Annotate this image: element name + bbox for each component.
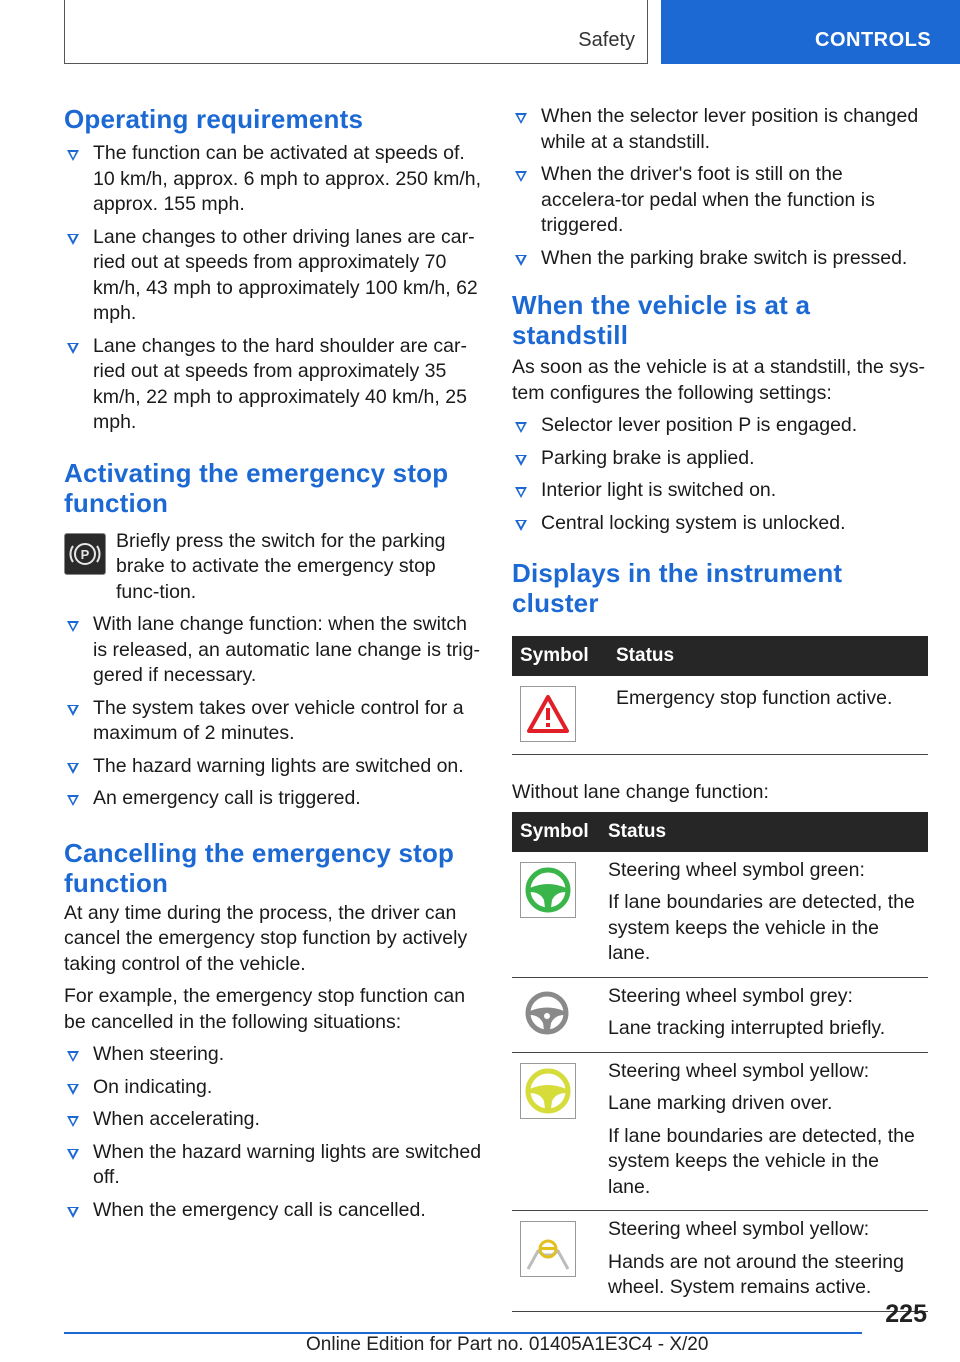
list-item: The system takes over vehicle control for a maximum of 2 minutes. bbox=[64, 696, 484, 747]
status-line: Steering wheel symbol yellow: bbox=[608, 1218, 870, 1240]
list-item: When the emergency call is cancelled. bbox=[64, 1198, 484, 1224]
cancelling-para-1: At any time during the process, the driver can cancel the emergency stop function by actively taking control of the vehicle. bbox=[64, 901, 468, 975]
status-line: If lane boundaries are detected, the system keeps the vehicle in the lane. bbox=[608, 1124, 915, 1198]
table-header-status: Status bbox=[600, 812, 928, 852]
steering-wheel-yellow-icon bbox=[520, 1063, 576, 1119]
list-item: Lane changes to other driving lanes are car-ried out at speeds from approximately 70 km/h, 43 mph to approximately 100 km/h, 62 mph. bbox=[64, 225, 484, 327]
bullet-triangle-icon bbox=[515, 455, 527, 466]
operating-requirements-heading: Operating requirements bbox=[64, 104, 364, 134]
operating-requirements-list bbox=[64, 141, 484, 436]
table-header-symbol: Symbol bbox=[512, 812, 600, 852]
steering-wheel-grey-icon bbox=[520, 986, 574, 1040]
list-item: When the parking brake switch is pressed. bbox=[512, 246, 928, 272]
header-section-label: Safety bbox=[578, 29, 635, 51]
bullet-triangle-icon bbox=[67, 705, 79, 716]
right-column bbox=[512, 100, 928, 1312]
bullet-triangle-icon bbox=[67, 150, 79, 161]
cancelling-para-2: For example, the emergency stop function can be cancelled in the following situations: bbox=[64, 985, 466, 1033]
bullet-triangle-icon bbox=[515, 171, 527, 182]
without-lane-change-label: Without lane change function: bbox=[512, 781, 769, 803]
activating-heading: Activating the emergency stop function bbox=[64, 457, 449, 518]
list-item: On indicating. bbox=[64, 1075, 484, 1101]
bullet-triangle-icon bbox=[67, 1207, 79, 1218]
status-line: Lane marking driven over. bbox=[608, 1092, 833, 1114]
list-item: Lane changes to the hard shoulder are car-ried out at speeds from approximately 35 km/h, 22 mph to approximately 40 km/h, 25 mph. bbox=[64, 334, 484, 436]
bullet-triangle-icon bbox=[515, 487, 527, 498]
bullet-triangle-icon bbox=[67, 343, 79, 354]
list-item: Central locking system is unlocked. bbox=[512, 511, 928, 537]
bullet-triangle-icon bbox=[67, 763, 79, 774]
bullet-triangle-icon bbox=[515, 520, 527, 531]
cancelling-list bbox=[64, 1042, 484, 1223]
list-item: Selector lever position P is engaged. bbox=[512, 413, 928, 439]
status-line: Hands are not around the steering wheel. System remains active. bbox=[608, 1250, 904, 1298]
table-row bbox=[512, 977, 928, 1052]
status-line: Lane tracking interrupted briefly. bbox=[608, 1017, 886, 1039]
list-item: With lane change function: when the switch is released, an automatic lane change is trig-gered if necessary. bbox=[64, 612, 484, 689]
list-item: When the selector lever position is changed while at a standstill. bbox=[512, 104, 928, 155]
bullet-triangle-icon bbox=[515, 255, 527, 266]
status-emergency-active: Emergency stop function active. bbox=[616, 687, 893, 709]
bullet-triangle-icon bbox=[67, 621, 79, 632]
list-item: When steering. bbox=[64, 1042, 484, 1068]
header-chapter-label: CONTROLS bbox=[815, 29, 932, 51]
header-chapter-tab bbox=[661, 0, 960, 64]
steering-wheel-green-icon bbox=[520, 862, 576, 918]
activating-intro: Briefly press the switch for the parking brake to activate the emergency stop func-tion. bbox=[116, 529, 446, 603]
activating-list bbox=[64, 612, 484, 812]
cancelling-list-continued bbox=[512, 104, 928, 271]
bullet-triangle-icon bbox=[67, 1051, 79, 1062]
warning-triangle-icon bbox=[520, 686, 576, 742]
parking-brake-instruction bbox=[64, 529, 484, 606]
list-item: When accelerating. bbox=[64, 1107, 484, 1133]
page-number: 225 bbox=[885, 1300, 927, 1328]
bullet-triangle-icon bbox=[515, 113, 527, 124]
bullet-triangle-icon bbox=[67, 234, 79, 245]
steering-wheel-hands-icon bbox=[520, 1221, 576, 1277]
table-header-symbol: Symbol bbox=[512, 636, 608, 676]
parking-brake-icon bbox=[64, 533, 106, 575]
list-item: Interior light is switched on. bbox=[512, 478, 928, 504]
list-item: The function can be activated at speeds of. 10 km/h, approx. 6 mph to approx. 250 km/h, approx. 155 mph. bbox=[64, 141, 484, 218]
standstill-list bbox=[512, 413, 928, 536]
list-item: When the driver's foot is still on the accelera-tor pedal when the function is triggered. bbox=[512, 162, 928, 239]
status-line: Steering wheel symbol grey: bbox=[608, 984, 853, 1007]
cancelling-heading: Cancelling the emergency stop function bbox=[64, 837, 455, 898]
bullet-triangle-icon bbox=[67, 1116, 79, 1127]
symbol-table-steering bbox=[512, 812, 928, 1312]
status-line: Steering wheel symbol yellow: bbox=[608, 1059, 870, 1082]
table-row bbox=[512, 852, 928, 978]
table-header-status: Status bbox=[608, 636, 928, 676]
bullet-triangle-icon bbox=[67, 1149, 79, 1160]
standstill-intro: As soon as the vehicle is at a standstill, the sys-tem configures the following settings: bbox=[512, 356, 925, 404]
list-item: When the hazard warning lights are switched off. bbox=[64, 1140, 484, 1191]
status-line: Steering wheel symbol green: bbox=[608, 858, 865, 881]
bullet-triangle-icon bbox=[515, 422, 527, 433]
status-line: If lane boundaries are detected, the system keeps the vehicle in the lane. bbox=[608, 891, 915, 964]
table-row bbox=[512, 676, 928, 755]
header-section-box bbox=[64, 0, 648, 64]
table-row bbox=[512, 1211, 928, 1312]
svg-text:P: P bbox=[80, 546, 90, 562]
standstill-heading: When the vehicle is at a standstill bbox=[512, 290, 811, 350]
bullet-triangle-icon bbox=[67, 795, 79, 806]
footer-edition-text: Online Edition for Part no. 01405A1E3C4 - X/20 bbox=[306, 1334, 709, 1355]
list-item: Parking brake is applied. bbox=[512, 446, 928, 472]
table-row bbox=[512, 1052, 928, 1211]
list-item: An emergency call is triggered. bbox=[64, 786, 484, 812]
list-item: The hazard warning lights are switched on. bbox=[64, 754, 484, 780]
symbol-table-emergency bbox=[512, 636, 928, 755]
left-column bbox=[64, 100, 484, 1230]
displays-heading: Displays in the instrument cluster bbox=[512, 558, 843, 618]
bullet-triangle-icon bbox=[67, 1084, 79, 1095]
